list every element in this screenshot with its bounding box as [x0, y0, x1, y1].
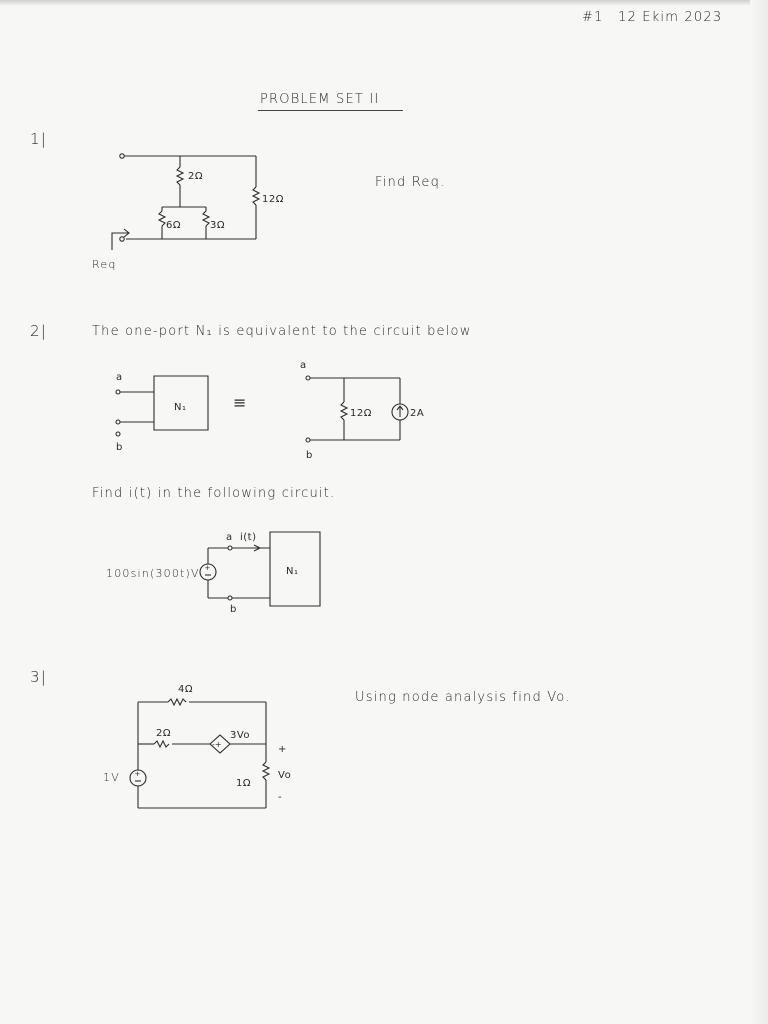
label-2ohm: 2Ω [188, 171, 204, 182]
source-label: 100sin(300t)V [106, 567, 200, 580]
problem-1-instruction: Find Req. [375, 175, 446, 190]
resistor-3ohm [203, 211, 209, 226]
vo-label: Vo [278, 770, 292, 781]
problem-3-instruction: Using node analysis find Vo. [355, 690, 571, 705]
sheet-date: 12 Ekim 2023 [618, 10, 723, 25]
dep-source-polarity: -+ [212, 740, 222, 749]
problem-2-equivalence-diagram [110, 360, 425, 462]
sheet-number: #1 [582, 10, 604, 25]
label-12ohm: 12Ω [262, 194, 284, 205]
equivalence-symbol: ≡ [233, 393, 247, 412]
title-underline [258, 110, 403, 111]
source-1V-label: 1V [103, 771, 120, 784]
problem-1-circuit [100, 145, 320, 285]
terminal-b-label-circuit: b [230, 604, 237, 615]
problem-2-circuit [200, 528, 330, 620]
terminal-b-label-right: b [306, 450, 313, 461]
page-right-edge [750, 0, 768, 1024]
resistor-12ohm [253, 187, 259, 205]
n1-box-circuit-label: N₁ [286, 566, 299, 577]
current-label: i(t) [240, 532, 257, 543]
vo-plus-sign: + [278, 744, 287, 755]
terminal-a-label-left: a [116, 372, 123, 383]
label-3Vo: 3Vo [230, 730, 251, 741]
terminal-node [120, 154, 124, 158]
problem-2-statement: The one-port N₁ is equivalent to the circuit below [92, 324, 472, 339]
resistor-1ohm [263, 762, 269, 780]
label-1ohm: 1Ω [236, 778, 252, 789]
page-title: PROBLEM SET II [260, 92, 380, 107]
label-4ohm: 4Ω [178, 684, 194, 695]
n1-box-label: N₁ [174, 402, 187, 413]
svg-text:+: + [134, 770, 141, 778]
resistor-6ohm [159, 211, 165, 226]
problem-2-number: 2| [30, 322, 47, 340]
label-3ohm: 3Ω [210, 220, 226, 231]
label-12ohm-equiv: 12Ω [350, 408, 372, 419]
terminal-node [120, 237, 124, 241]
svg-text:+: + [204, 564, 211, 572]
vo-minus-sign: - [278, 792, 283, 803]
terminal-b-label-left: b [116, 442, 123, 453]
problem-3-circuit [118, 680, 298, 814]
label-6ohm: 6Ω [166, 220, 182, 231]
resistor-2ohm-p3 [154, 741, 169, 747]
req-label: Req [92, 258, 117, 271]
problem-1-number: 1| [30, 130, 47, 148]
problem-2-question: Find i(t) in the following circuit. [92, 486, 336, 501]
label-2A: 2A [410, 408, 425, 419]
resistor-2ohm [177, 167, 183, 185]
resistor-12ohm-equiv [341, 402, 347, 420]
terminal-a-label-circuit: a [226, 532, 233, 543]
problem-3-number: 3| [30, 668, 47, 686]
resistor-4ohm [168, 699, 186, 705]
terminal-a-label-right: a [300, 360, 307, 371]
label-2ohm-p3: 2Ω [156, 728, 172, 739]
page-top-edge [0, 0, 768, 6]
